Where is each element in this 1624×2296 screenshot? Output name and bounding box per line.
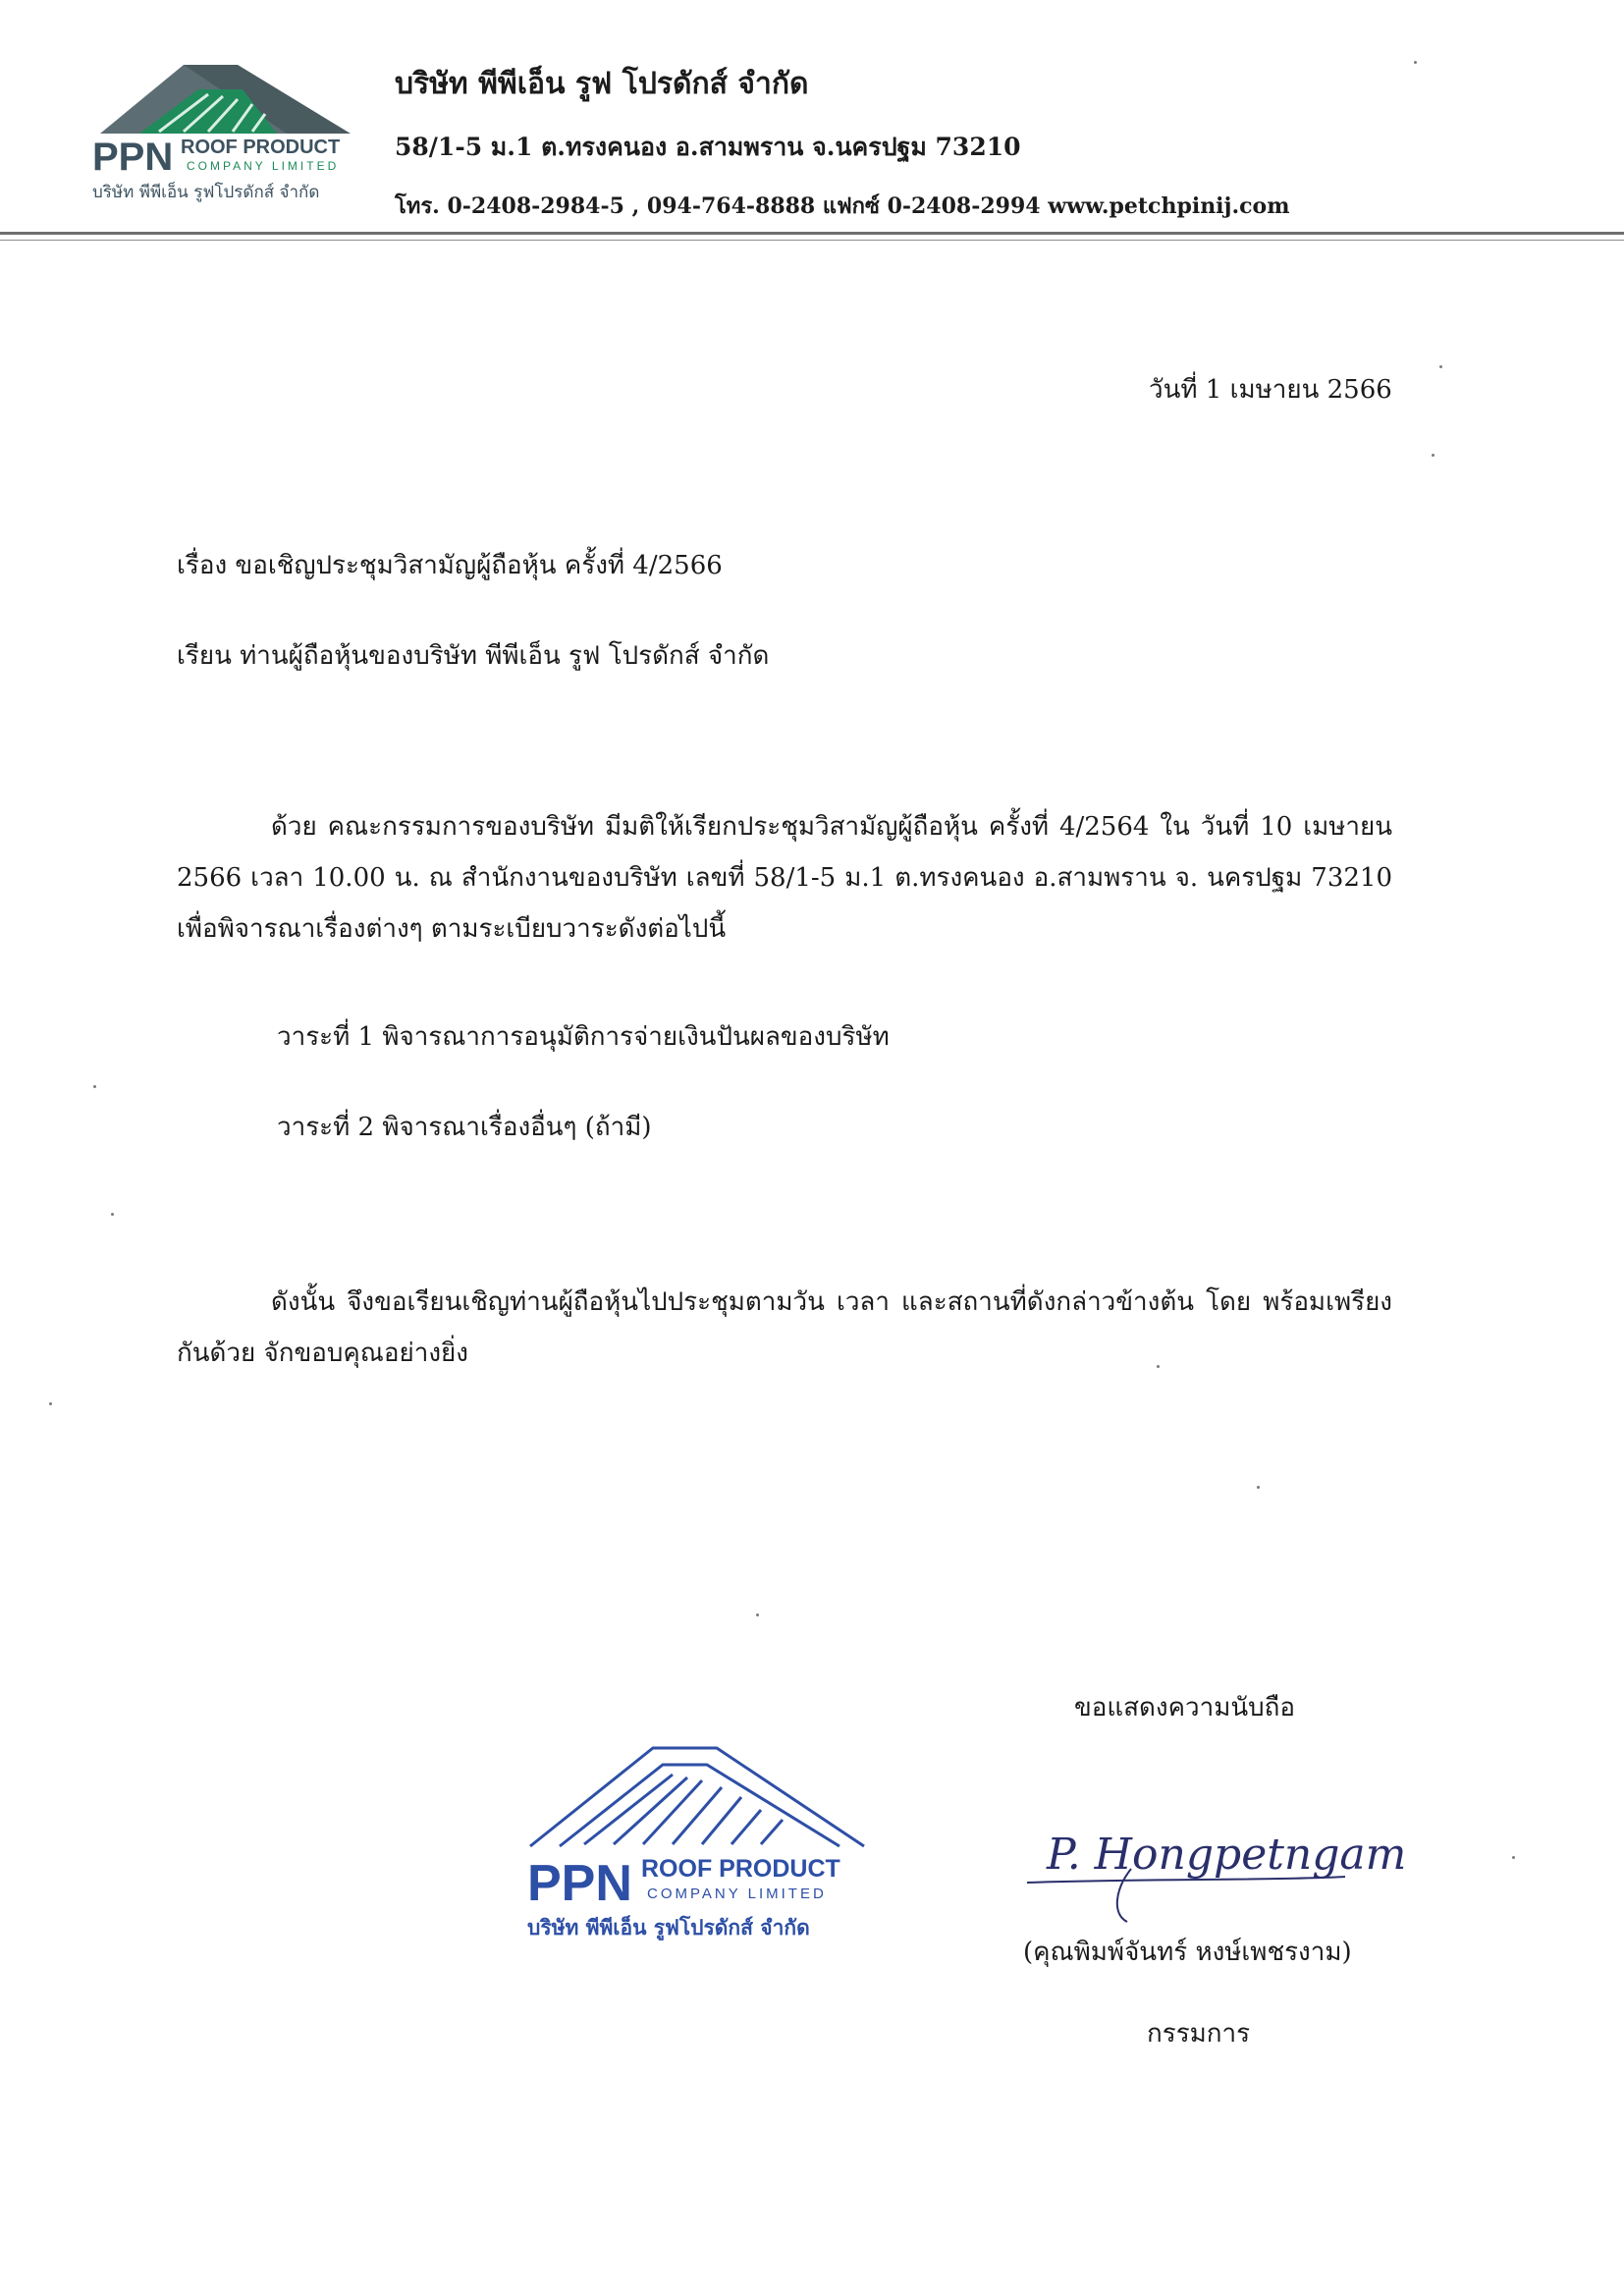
logo-subtitle: COMPANY LIMITED [187,159,340,173]
letter-date: วันที่ 1 เมษายน 2566 [1149,375,1392,405]
scan-speck [1439,365,1442,368]
scan-speck [1414,61,1417,64]
signer-title: กรรมการ [1147,2019,1251,2049]
stamp-name: ROOF PRODUCT [641,1855,840,1883]
scan-speck [93,1085,96,1088]
agenda-item-1: วาระที่ 1 พิจารณาการอนุมัติการจ่ายเงินปันผลของบริษัท [277,1022,890,1052]
stamp-subtitle: COMPANY LIMITED [647,1886,827,1902]
company-address: 58/1-5 ม.1 ต.ทรงคนอง อ.สามพราน จ.นครปฐม 73210 [395,133,1021,161]
scan-speck [1257,1486,1260,1489]
body-paragraph: ด้วย คณะกรรมการของบริษัท มีมติให้เรียกประชุมวิสามัญผู้ถือหุ้น ครั้งที่ 4/2564 ใน วันที่ 10 เมษายน 2566 เวลา 10.00 น. ณ สำนักงานของบริษัท เลขที่ 58/1-5 ม.1 ต.ทรงคนอง อ.สามพราน จ. นครปฐม 73210 เพื่อพิจารณาเรื่องต่างๆ ตามระเบียบวาระดังต่อไปนี้ [177,812,1392,944]
stamp-thai-name: บริษัท พีพีเอ็น รูฟโปรดักส์ จำกัด [527,1916,810,1940]
logo-brand: PPN [92,136,174,179]
letter-subject: เรื่อง ขอเชิญประชุมวิสามัญผู้ถือหุ้น ครั้งที่ 4/2566 [177,551,723,580]
scan-speck [49,1402,52,1405]
scan-speck [1512,1856,1515,1859]
scan-speck [1432,454,1435,457]
agenda-item-2: วาระที่ 2 พิจารณาเรื่องอื่นๆ (ถ้ามี) [277,1113,652,1142]
company-contact: โทร. 0-2408-2984-5 , 094-764-8888 แฟกซ์ 0-2408-2994 www.petchpinij.com [395,193,1290,219]
stamp-brand: PPN [527,1855,632,1912]
regards-line: ขอแสดงความนับถือ [1074,1693,1295,1722]
company-stamp [525,1733,879,1954]
closing-paragraph: ดังนั้น จึงขอเรียนเชิญท่านผู้ถือหุ้นไปประชุมตามวัน เวลา และสถานที่ดังกล่าวข้างต้น โดย พร้อมเพรียงกันด้วย จักขอบคุณอย่างยิ่ง [177,1287,1392,1368]
scan-speck [111,1213,114,1216]
scan-speck [756,1613,759,1616]
header-rule-thin [0,240,1624,241]
signature-text: P. Hongpetngam [1047,1830,1407,1880]
header-rule [0,232,1624,235]
company-name: บริษัท พีพีเอ็น รูฟ โปรดักส์ จำกัด [395,67,809,101]
signature [1021,1812,1414,1925]
logo-name: ROOF PRODUCT [181,137,341,158]
letter-recipient: เรียน ท่านผู้ถือหุ้นของบริษัท พีพีเอ็น รูฟ โปรดักส์ จำกัด [177,641,770,671]
logo-thai-name: บริษัท พีพีเอ็น รูฟโปรดักส์ จำกัด [92,183,320,202]
company-logo [90,45,375,212]
scan-speck [1157,1365,1160,1368]
signer-name: (คุณพิมพ์จันทร์ หงษ์เพชรงาม) [1023,1938,1352,1967]
